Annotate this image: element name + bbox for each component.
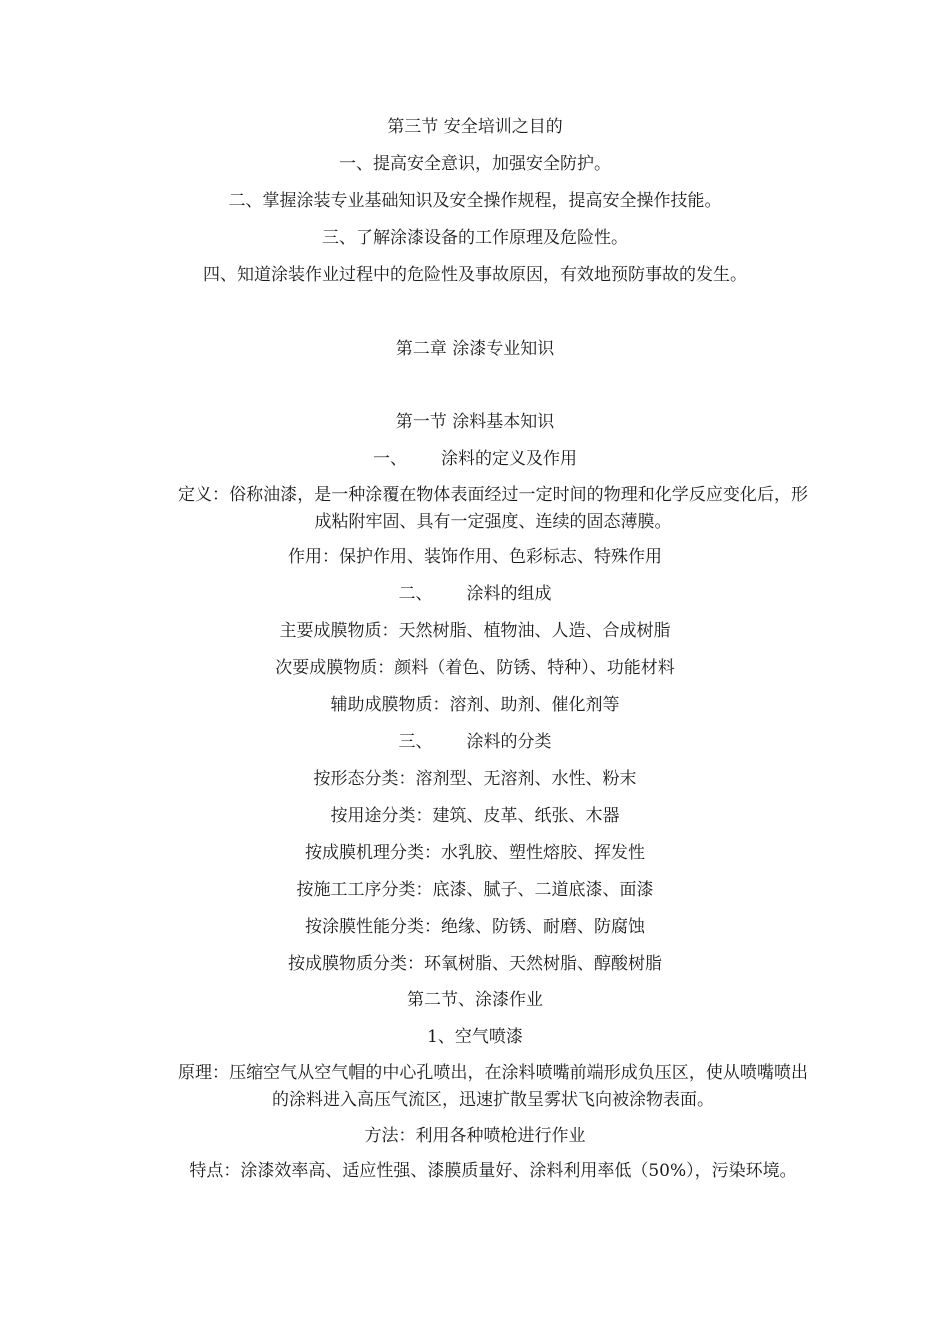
feature-paragraph: 特点：涂漆效率高、适应性强、漆膜质量好、涂料利用率低（50%），污染环境。 <box>189 1161 797 1181</box>
method-line: 方法：利用各种喷枪进行作业 <box>364 1126 586 1146</box>
list-item: 一、提高安全意识，加强安全防护。 <box>339 154 611 174</box>
list-item: 三、了解涂漆设备的工作原理及危险性。 <box>322 228 628 248</box>
list-item: 按形态分类：溶剂型、无溶剂、水性、粉末 <box>313 769 637 789</box>
list-item: 二、掌握涂装专业基础知识及安全操作规程，提高安全操作技能。 <box>228 191 722 211</box>
list-item: 四、知道涂装作业过程中的危险性及事故原因，有效地预防事故的发生。 <box>203 265 747 285</box>
subsection-number: 二、 <box>398 584 433 604</box>
subsection-heading-text: 涂料的组成 <box>466 584 552 604</box>
list-item: 按成膜物质分类：环氧树脂、天然树脂、醇酸树脂 <box>288 954 662 974</box>
subsection-heading <box>0 448 950 470</box>
subsection-heading-text: 涂料的定义及作用 <box>441 449 577 469</box>
definition-paragraph: 定义：俗称油漆，是一种涂覆在物体表面经过一定时间的物理和化学反应变化后，形成粘附牢固、具有一定强度、连续的固态薄膜。 <box>178 485 808 532</box>
list-item: 按成膜机理分类：水乳胶、塑性熔胶、挥发性 <box>305 843 645 863</box>
subsection-heading: 1、空气喷漆 <box>427 1027 523 1047</box>
section-title-safety-training: 第三节 安全培训之目的 <box>387 117 563 137</box>
subsection-heading <box>0 583 950 605</box>
function-line: 作用：保护作用、装饰作用、色彩标志、特殊作用 <box>288 547 662 567</box>
list-item: 主要成膜物质：天然树脂、植物油、人造、合成树脂 <box>279 621 671 641</box>
section-title-coating-basics: 第一节 涂料基本知识 <box>395 412 555 432</box>
principle-paragraph: 原理：压缩空气从空气帽的中心孔喷出，在涂料喷嘴前端形成负压区，使从喷嘴喷出的涂料进入高压气流区，迅速扩散呈雾状飞向被涂物表面。 <box>178 1063 808 1110</box>
list-item: 按施工工序分类：底漆、腻子、二道底漆、面漆 <box>296 880 654 900</box>
subsection-heading-text: 涂料的分类 <box>466 732 552 752</box>
subsection-number: 三、 <box>398 732 433 752</box>
list-item: 次要成膜物质：颜料（着色、防锈、特种）、功能材料 <box>275 658 675 678</box>
subsection-heading <box>0 731 950 753</box>
section-title-painting-work: 第二节、涂漆作业 <box>407 990 543 1010</box>
list-item: 按用途分类：建筑、皮革、纸张、木器 <box>330 806 620 826</box>
subsection-number: 一、 <box>373 449 407 469</box>
list-item: 辅助成膜物质：溶剂、助剂、催化剂等 <box>330 695 620 715</box>
list-item: 按涂膜性能分类：绝缘、防锈、耐磨、防腐蚀 <box>305 917 645 937</box>
chapter-title: 第二章 涂漆专业知识 <box>395 339 555 359</box>
